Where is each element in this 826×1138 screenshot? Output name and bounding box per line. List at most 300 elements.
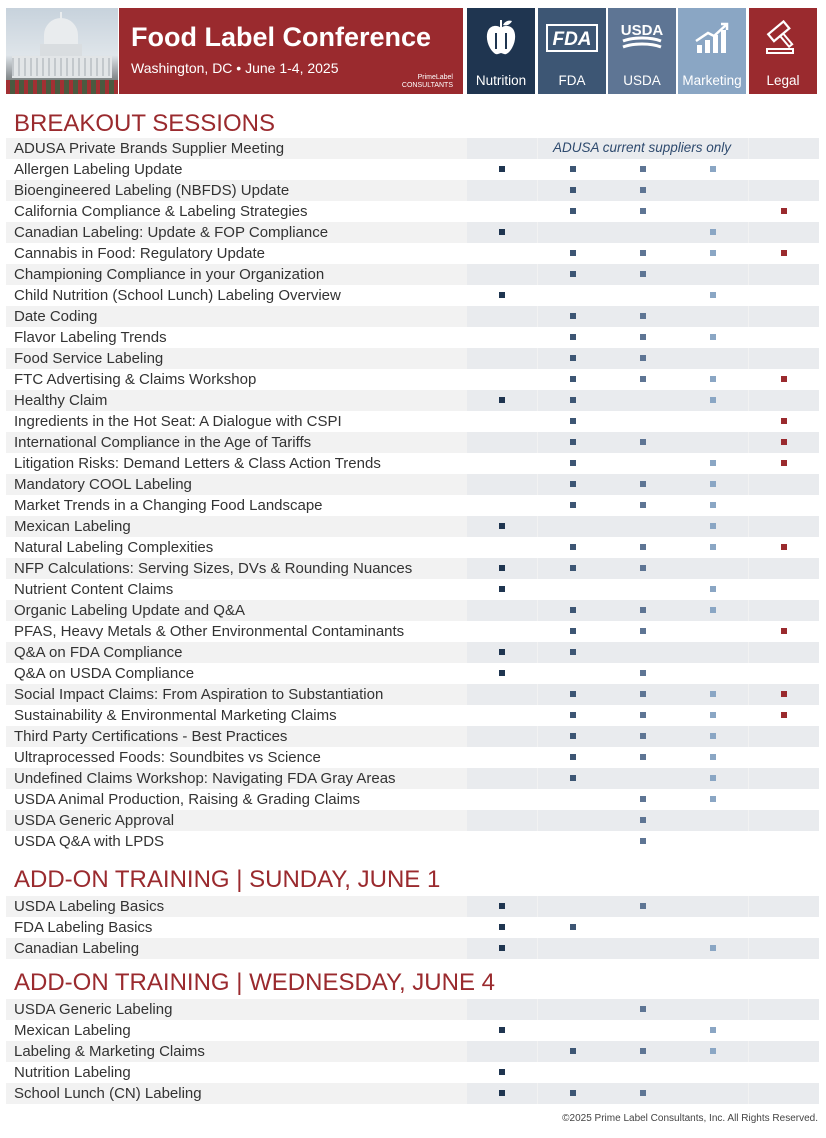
svg-text:FDA: FDA <box>552 29 592 50</box>
cell-nutrition <box>467 600 537 621</box>
cell-usda <box>608 579 678 600</box>
cell-marketing <box>678 1083 748 1104</box>
cell-nutrition <box>467 453 537 474</box>
marker-marketing <box>710 334 716 340</box>
cell-nutrition <box>467 411 537 432</box>
session-name: Sustainability & Environmental Marketing Claims <box>14 707 337 724</box>
session-name: Canadian Labeling <box>14 940 140 957</box>
category-marketing <box>678 8 746 94</box>
session-name: USDA Animal Production, Raising & Grading Claims <box>14 791 360 808</box>
cell-nutrition <box>467 726 537 747</box>
session-row <box>6 306 818 327</box>
session-row <box>6 495 818 516</box>
cell-legal <box>749 896 819 917</box>
cell-usda <box>608 917 678 938</box>
marker-nutrition <box>499 670 505 676</box>
marker-fda <box>570 712 576 718</box>
marker-usda <box>640 250 646 256</box>
session-name: Third Party Certifications - Best Practices <box>14 728 288 745</box>
cell-fda <box>538 810 608 831</box>
session-name: USDA Generic Labeling <box>14 1001 173 1018</box>
cell-legal <box>749 222 819 243</box>
session-row <box>6 684 818 705</box>
marker-usda <box>640 565 646 571</box>
cell-legal <box>749 1020 819 1041</box>
session-name: Canadian Labeling: Update & FOP Compliance <box>14 224 329 241</box>
session-row <box>6 327 818 348</box>
cell-marketing <box>678 999 748 1020</box>
session-name: Cannabis in Food: Regulatory Update <box>14 245 265 262</box>
cell-fda <box>538 938 608 959</box>
session-name: USDA Generic Approval <box>14 812 175 829</box>
session-name: Nutrient Content Claims <box>14 581 174 598</box>
marker-fda <box>570 649 576 655</box>
marker-usda <box>640 817 646 823</box>
cell-legal <box>749 474 819 495</box>
marker-fda <box>570 754 576 760</box>
marker-usda <box>640 1090 646 1096</box>
cell-marketing <box>678 1062 748 1083</box>
cell-marketing <box>678 306 748 327</box>
session-row <box>6 1062 818 1083</box>
marker-marketing <box>710 586 716 592</box>
cell-marketing <box>678 180 748 201</box>
session-name: ADUSA Private Brands Supplier Meeting <box>14 140 285 157</box>
marker-usda <box>640 271 646 277</box>
cell-fda <box>538 285 608 306</box>
marker-usda <box>640 376 646 382</box>
cell-legal <box>749 306 819 327</box>
session-name: Social Impact Claims: From Aspiration to Substantiation <box>14 686 384 703</box>
usda-logo-icon <box>608 18 676 58</box>
title-banner <box>119 8 463 94</box>
cell-marketing <box>678 201 748 222</box>
fda-logo-icon <box>538 18 606 58</box>
marker-usda <box>640 796 646 802</box>
cell-nutrition <box>467 831 537 852</box>
marker-usda <box>640 903 646 909</box>
marker-fda <box>570 397 576 403</box>
cell-nutrition <box>467 789 537 810</box>
category-label: Marketing <box>682 73 742 88</box>
cell-usda <box>608 222 678 243</box>
session-row <box>6 768 818 789</box>
marker-marketing <box>710 397 716 403</box>
marker-usda <box>640 754 646 760</box>
cell-nutrition <box>467 369 537 390</box>
session-name: Allergen Labeling Update <box>14 161 183 178</box>
cell-nutrition <box>467 684 537 705</box>
marker-fda <box>570 439 576 445</box>
cell-nutrition <box>467 348 537 369</box>
marker-marketing <box>710 754 716 760</box>
marker-usda <box>640 670 646 676</box>
cell-legal <box>749 600 819 621</box>
cell-usda <box>608 1020 678 1041</box>
marker-legal <box>781 439 787 445</box>
cell-marketing <box>678 621 748 642</box>
marker-fda <box>570 376 576 382</box>
cell-fda <box>538 222 608 243</box>
marker-fda <box>570 733 576 739</box>
cell-nutrition <box>467 243 537 264</box>
marker-marketing <box>710 1048 716 1054</box>
session-name: Natural Labeling Complexities <box>14 539 214 556</box>
marker-nutrition <box>499 229 505 235</box>
session-row <box>6 138 818 159</box>
marker-marketing <box>710 523 716 529</box>
conference-date-location: Washington, DC • June 1-4, 2025 <box>131 60 339 76</box>
cell-nutrition <box>467 327 537 348</box>
session-row <box>6 726 818 747</box>
marker-fda <box>570 187 576 193</box>
cell-marketing <box>678 558 748 579</box>
cell-marketing <box>678 642 748 663</box>
cell-legal <box>749 558 819 579</box>
cell-legal <box>749 1083 819 1104</box>
marker-marketing <box>710 481 716 487</box>
marker-legal <box>781 376 787 382</box>
cell-nutrition <box>467 1041 537 1062</box>
session-name: Undefined Claims Workshop: Navigating FDA Gray Areas <box>14 770 396 787</box>
marker-fda <box>570 460 576 466</box>
apple-icon <box>467 18 535 58</box>
cell-nutrition <box>467 306 537 327</box>
cell-legal <box>749 768 819 789</box>
cell-nutrition <box>467 999 537 1020</box>
marker-fda <box>570 250 576 256</box>
session-row <box>6 558 818 579</box>
cell-legal <box>749 348 819 369</box>
session-name: Date Coding <box>14 308 98 325</box>
session-name: Q&A on FDA Compliance <box>14 644 183 661</box>
cell-legal <box>749 159 819 180</box>
marker-usda <box>640 439 646 445</box>
cell-nutrition <box>467 432 537 453</box>
marker-fda <box>570 355 576 361</box>
session-name: Mandatory COOL Labeling <box>14 476 192 493</box>
growth-chart-icon <box>678 18 746 58</box>
marker-fda <box>570 1048 576 1054</box>
marker-usda <box>640 712 646 718</box>
cell-marketing <box>678 917 748 938</box>
session-row <box>6 789 818 810</box>
marker-fda <box>570 565 576 571</box>
cell-usda <box>608 453 678 474</box>
session-row <box>6 474 818 495</box>
capitol-building-image <box>6 8 118 94</box>
session-row <box>6 938 818 959</box>
category-label: Nutrition <box>475 73 527 88</box>
session-name: FTC Advertising & Claims Workshop <box>14 371 257 388</box>
cell-legal <box>749 285 819 306</box>
marker-fda <box>570 628 576 634</box>
marker-nutrition <box>499 1069 505 1075</box>
marker-nutrition <box>499 523 505 529</box>
cell-legal <box>749 747 819 768</box>
cell-legal <box>749 831 819 852</box>
cell-legal <box>749 789 819 810</box>
cell-fda <box>538 663 608 684</box>
marker-fda <box>570 418 576 424</box>
cell-usda <box>608 642 678 663</box>
marker-fda <box>570 544 576 550</box>
cell-nutrition <box>467 537 537 558</box>
section-title: BREAKOUT SESSIONS <box>14 110 275 137</box>
cell-legal <box>749 264 819 285</box>
session-name: Q&A on USDA Compliance <box>14 665 195 682</box>
session-name: FDA Labeling Basics <box>14 919 153 936</box>
marker-nutrition <box>499 397 505 403</box>
marker-legal <box>781 208 787 214</box>
cell-usda <box>608 390 678 411</box>
cell-nutrition <box>467 768 537 789</box>
session-row <box>6 917 818 938</box>
session-row <box>6 369 818 390</box>
cell-legal <box>749 999 819 1020</box>
cell-nutrition <box>467 810 537 831</box>
category-label: USDA <box>623 73 661 88</box>
category-label: Legal <box>766 73 800 88</box>
cell-legal <box>749 642 819 663</box>
svg-text:USDA: USDA <box>620 22 664 39</box>
marker-usda <box>640 481 646 487</box>
cell-usda <box>608 285 678 306</box>
marker-fda <box>570 166 576 172</box>
marker-usda <box>640 166 646 172</box>
category-label: FDA <box>558 73 586 88</box>
marker-marketing <box>710 376 716 382</box>
marker-marketing <box>710 712 716 718</box>
marker-marketing <box>710 166 716 172</box>
section-title: ADD-ON TRAINING | SUNDAY, JUNE 1 <box>14 866 441 893</box>
marker-usda <box>640 1006 646 1012</box>
session-row <box>6 600 818 621</box>
cell-usda <box>608 1062 678 1083</box>
session-row <box>6 896 818 917</box>
session-row <box>6 999 818 1020</box>
category-fda <box>538 8 606 94</box>
marker-marketing <box>710 607 716 613</box>
marker-usda <box>640 334 646 340</box>
marker-usda <box>640 1048 646 1054</box>
session-name: Mexican Labeling <box>14 518 131 535</box>
cell-fda <box>538 579 608 600</box>
cell-usda <box>608 768 678 789</box>
session-row <box>6 516 818 537</box>
marker-usda <box>640 502 646 508</box>
session-name: PFAS, Heavy Metals & Other Environmental Contaminants <box>14 623 405 640</box>
section-title: ADD-ON TRAINING | WEDNESDAY, JUNE 4 <box>14 969 495 996</box>
session-name: Flavor Labeling Trends <box>14 329 167 346</box>
session-name: Child Nutrition (School Lunch) Labeling Overview <box>14 287 341 304</box>
session-row <box>6 432 818 453</box>
session-row <box>6 1083 818 1104</box>
session-name: Healthy Claim <box>14 392 108 409</box>
conference-title: Food Label Conference <box>131 22 432 52</box>
marker-usda <box>640 187 646 193</box>
marker-legal <box>781 691 787 697</box>
marker-fda <box>570 481 576 487</box>
session-row <box>6 537 818 558</box>
session-row <box>6 1041 818 1062</box>
session-name: California Compliance & Labeling Strategies <box>14 203 308 220</box>
marker-marketing <box>710 1027 716 1033</box>
marker-marketing <box>710 691 716 697</box>
cell-legal <box>749 327 819 348</box>
cell-legal <box>749 1062 819 1083</box>
marker-usda <box>640 544 646 550</box>
cell-nutrition <box>467 495 537 516</box>
primelabel-logo: PrimeLabel CONSULTANTS <box>401 74 453 89</box>
session-row <box>6 747 818 768</box>
session-name: Bioengineered Labeling (NBFDS) Update <box>14 182 290 199</box>
session-name: Food Service Labeling <box>14 350 164 367</box>
session-row <box>6 1020 818 1041</box>
session-name: USDA Labeling Basics <box>14 898 165 915</box>
marker-nutrition <box>499 649 505 655</box>
session-row <box>6 621 818 642</box>
cell-legal <box>749 938 819 959</box>
session-row <box>6 642 818 663</box>
cell-marketing <box>678 348 748 369</box>
marker-usda <box>640 691 646 697</box>
marker-nutrition <box>499 166 505 172</box>
marker-legal <box>781 250 787 256</box>
cell-usda <box>608 516 678 537</box>
session-name: Labeling & Marketing Claims <box>14 1043 205 1060</box>
session-row <box>6 180 818 201</box>
cell-nutrition <box>467 474 537 495</box>
copyright-footer: ©2025 Prime Label Consultants, Inc. All Rights Reserved. <box>562 1113 818 1124</box>
cell-nutrition <box>467 264 537 285</box>
header <box>0 0 826 96</box>
cell-marketing <box>678 810 748 831</box>
marker-usda <box>640 313 646 319</box>
cell-usda <box>608 938 678 959</box>
session-row <box>6 348 818 369</box>
marker-marketing <box>710 229 716 235</box>
cell-marketing <box>678 896 748 917</box>
session-row <box>6 579 818 600</box>
marker-nutrition <box>499 1027 505 1033</box>
cell-fda <box>538 831 608 852</box>
marker-usda <box>640 628 646 634</box>
marker-nutrition <box>499 924 505 930</box>
session-note: ADUSA current suppliers only <box>552 140 732 155</box>
marker-usda <box>640 607 646 613</box>
marker-fda <box>570 775 576 781</box>
marker-fda <box>570 271 576 277</box>
cell-fda <box>538 1062 608 1083</box>
cell-legal <box>749 1041 819 1062</box>
marker-usda <box>640 838 646 844</box>
session-row <box>6 705 818 726</box>
marker-marketing <box>710 250 716 256</box>
marker-fda <box>570 313 576 319</box>
cell-fda <box>538 896 608 917</box>
cell-marketing <box>678 432 748 453</box>
category-legal <box>749 8 817 94</box>
cell-legal <box>749 663 819 684</box>
cell-nutrition <box>467 621 537 642</box>
marker-marketing <box>710 502 716 508</box>
cell-legal <box>749 180 819 201</box>
marker-legal <box>781 418 787 424</box>
session-row <box>6 453 818 474</box>
cell-nutrition <box>467 180 537 201</box>
marker-marketing <box>710 292 716 298</box>
marker-fda <box>570 334 576 340</box>
marker-marketing <box>710 796 716 802</box>
marker-fda <box>570 607 576 613</box>
cell-marketing <box>678 831 748 852</box>
session-name: NFP Calculations: Serving Sizes, DVs & Rounding Nuances <box>14 560 413 577</box>
session-row <box>6 243 818 264</box>
session-row <box>6 222 818 243</box>
marker-fda <box>570 924 576 930</box>
marker-fda <box>570 1090 576 1096</box>
marker-marketing <box>710 460 716 466</box>
cell-nutrition <box>467 747 537 768</box>
marker-legal <box>781 460 787 466</box>
cell-fda <box>538 516 608 537</box>
session-row <box>6 201 818 222</box>
marker-nutrition <box>499 1090 505 1096</box>
marker-nutrition <box>499 903 505 909</box>
cell-legal <box>749 516 819 537</box>
cell-fda <box>538 999 608 1020</box>
marker-legal <box>781 712 787 718</box>
cell-fda <box>538 789 608 810</box>
session-name: Mexican Labeling <box>14 1022 131 1039</box>
marker-fda <box>570 502 576 508</box>
session-name: Ingredients in the Hot Seat: A Dialogue with CSPI <box>14 413 342 430</box>
session-name: School Lunch (CN) Labeling <box>14 1085 202 1102</box>
gavel-icon <box>749 18 817 58</box>
session-name: Nutrition Labeling <box>14 1064 131 1081</box>
session-name: Ultraprocessed Foods: Soundbites vs Science <box>14 749 321 766</box>
cell-legal <box>749 726 819 747</box>
session-row <box>6 159 818 180</box>
session-row <box>6 390 818 411</box>
category-nutrition <box>467 8 535 94</box>
marker-legal <box>781 628 787 634</box>
marker-marketing <box>710 733 716 739</box>
session-row <box>6 285 818 306</box>
cell-nutrition <box>467 705 537 726</box>
session-row <box>6 264 818 285</box>
session-name: Organic Labeling Update and Q&A <box>14 602 245 619</box>
marker-nutrition <box>499 292 505 298</box>
marker-usda <box>640 355 646 361</box>
session-name: International Compliance in the Age of Tariffs <box>14 434 312 451</box>
session-row <box>6 831 818 852</box>
session-name: Market Trends in a Changing Food Landscape <box>14 497 323 514</box>
marker-marketing <box>710 945 716 951</box>
session-name: USDA Q&A with LPDS <box>14 833 165 850</box>
marker-usda <box>640 208 646 214</box>
cell-legal <box>749 810 819 831</box>
marker-fda <box>570 691 576 697</box>
cell-marketing <box>678 264 748 285</box>
session-row <box>6 810 818 831</box>
marker-legal <box>781 544 787 550</box>
session-name: Litigation Risks: Demand Letters & Class Action Trends <box>14 455 381 472</box>
session-row <box>6 411 818 432</box>
cell-legal <box>749 495 819 516</box>
marker-nutrition <box>499 945 505 951</box>
